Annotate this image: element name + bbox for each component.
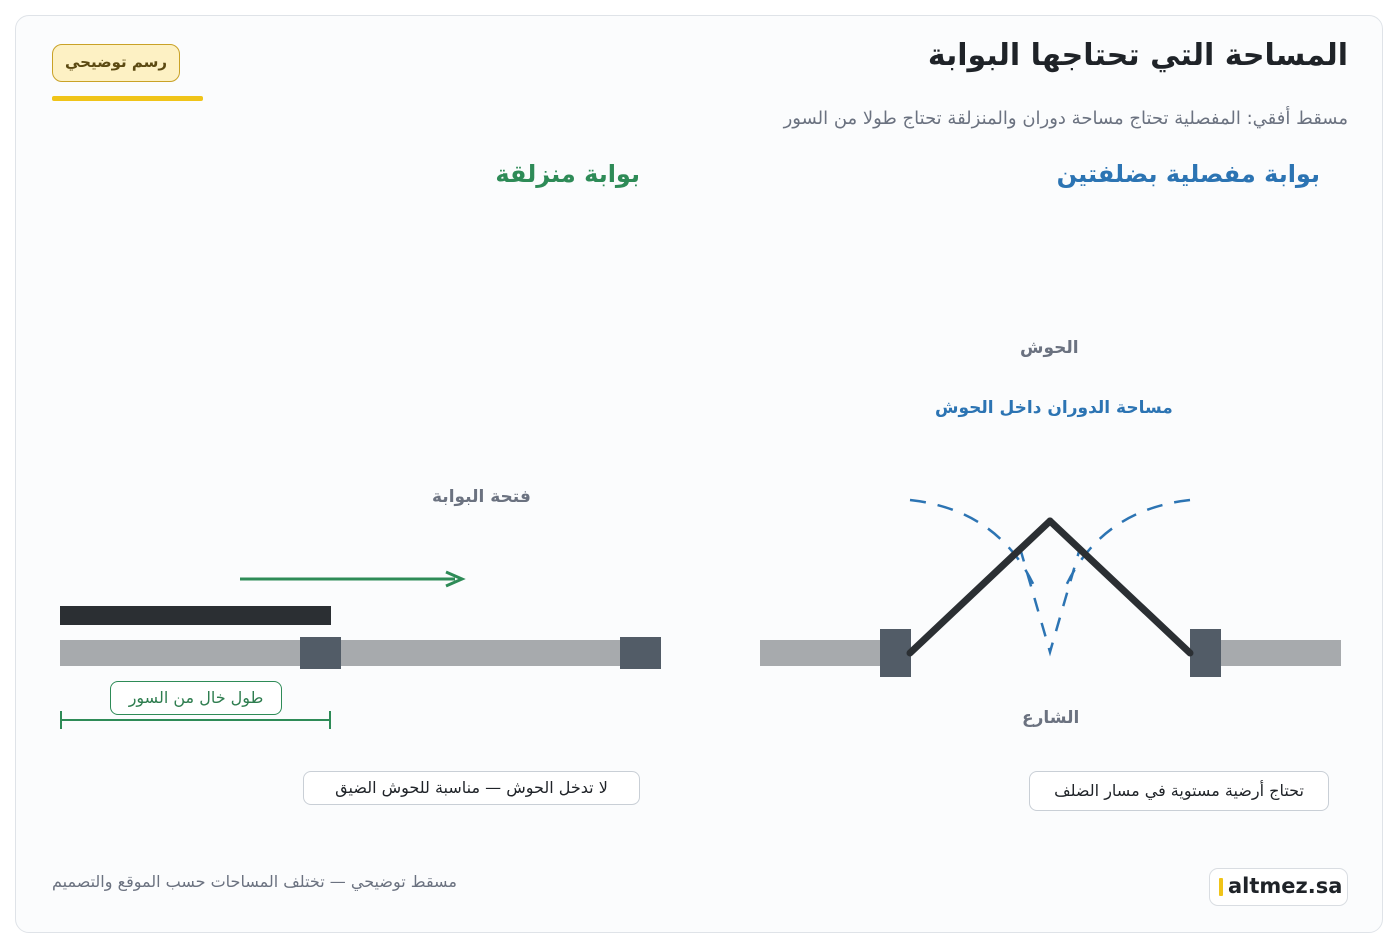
swing-arc-right (1064, 500, 1190, 590)
yard-label: الحوش (1020, 338, 1079, 358)
slide-leaf (60, 606, 331, 625)
page-subtitle: مسقط أفقي: المفصلية تحتاج مساحة دوران والمنزلقة تحتاج طولا من السور (783, 108, 1348, 129)
gate-opening-label: فتحة البوابة (432, 487, 531, 507)
swing-leaf-right (1050, 521, 1190, 653)
brand-name[interactable]: altmez.sa (1228, 874, 1343, 898)
street-label: الشارع (1022, 708, 1080, 728)
swing-area-label: مساحة الدوران داخل الحوش (935, 398, 1173, 418)
swing-gate-heading: بوابة مفصلية بضلفتين (1056, 160, 1320, 188)
brand-badge[interactable] (1209, 868, 1348, 906)
swing-leaf-left (910, 521, 1050, 653)
footer-note: مسقط توضيحي — تختلف المساحات حسب الموقع والتصميم (52, 872, 457, 891)
slide-post-right (620, 637, 661, 669)
brand-accent-bar (1219, 878, 1223, 896)
sliding-gate-note: لا تدخل الحوش — مناسبة للحوش الضيق (303, 771, 640, 805)
swing-arc-left (910, 500, 1036, 590)
swing-arc-center (1020, 548, 1080, 652)
page-title: المساحة التي تحتاجها البوابة (927, 38, 1348, 73)
swing-post-left (880, 629, 911, 677)
slide-post-left (300, 637, 341, 669)
wall-length-label: طول خال من السور (110, 681, 282, 715)
sliding-gate-heading: بوابة منزلقة (495, 160, 640, 188)
swing-post-right (1190, 629, 1221, 677)
swing-gate-note: تحتاج أرضية مستوية في مسار الضلف (1029, 771, 1329, 811)
illustration-badge: رسم توضيحي (52, 44, 180, 82)
slide-wall (60, 640, 660, 666)
